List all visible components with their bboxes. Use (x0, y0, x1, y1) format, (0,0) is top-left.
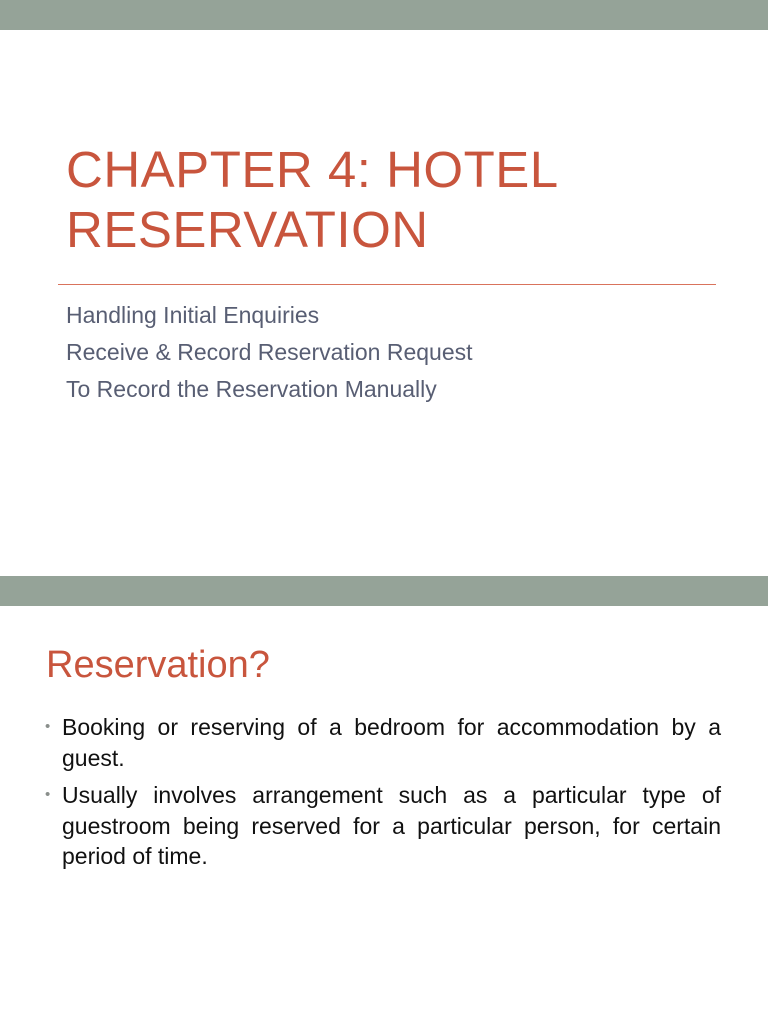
subtitle-item: Handling Initial Enquiries (66, 302, 320, 328)
subtitle-item: Receive & Record Reservation Request (66, 339, 473, 365)
subtitle-list (66, 297, 473, 408)
top-divider-band (0, 0, 768, 30)
slide-reservation (0, 606, 768, 1024)
bullet-text: Usually involves arrangement such as a particular type of guestroom being reserved for a particular person, for certain period of time. (62, 782, 721, 869)
subtitle-item: To Record the Reservation Manually (66, 376, 437, 402)
bullet-item (45, 712, 721, 773)
slide-separator-band (0, 576, 768, 606)
bullet-list (45, 712, 721, 879)
slide-title-heading: CHAPTER 4: HOTEL RESERVATION (66, 141, 557, 258)
slide-heading: Reservation? (46, 644, 270, 686)
bullet-dot-icon: • (45, 718, 51, 735)
slide-title (0, 30, 768, 576)
bullet-item (45, 780, 721, 872)
bullet-dot-icon: • (45, 786, 51, 803)
title-underline-rule (58, 284, 716, 285)
bullet-text: Booking or reserving of a bedroom for accommodation by a guest. (62, 714, 721, 771)
